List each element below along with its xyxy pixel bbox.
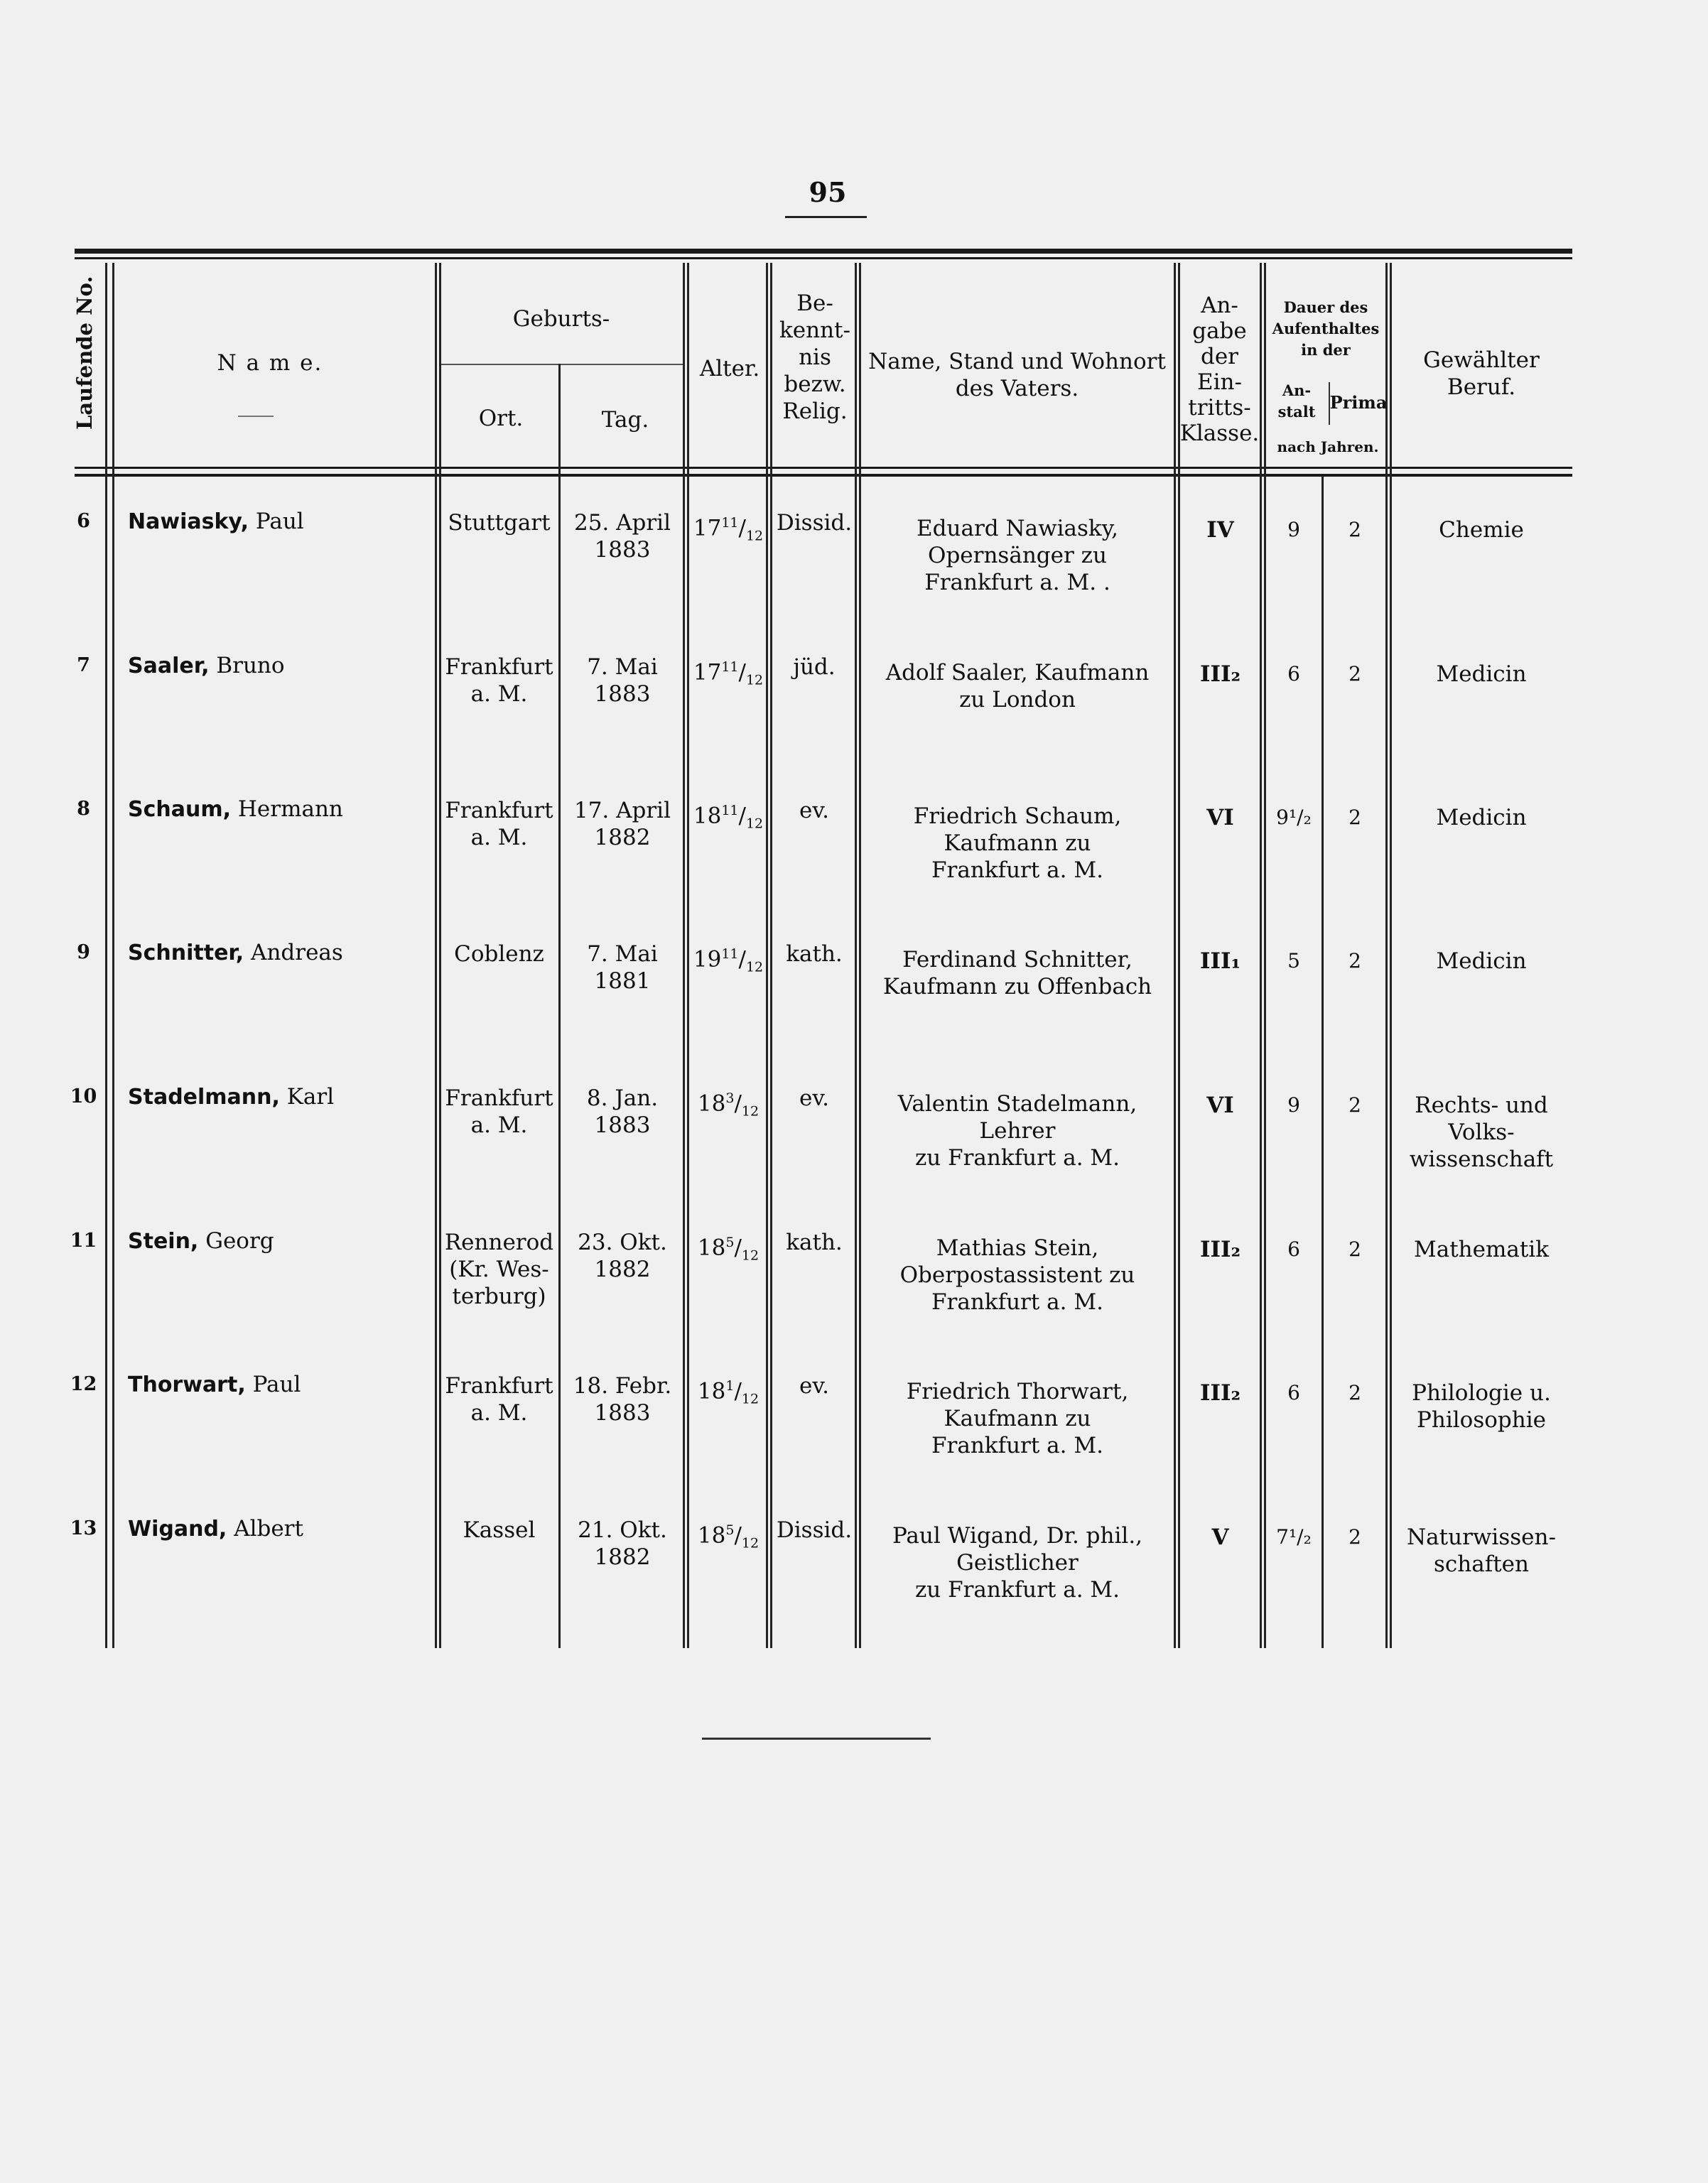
age-years: 18	[697, 1522, 726, 1549]
age-denominator: 12	[745, 528, 764, 544]
age-years: 17	[693, 659, 722, 686]
header-name-dash	[238, 416, 274, 417]
column-rule	[105, 263, 107, 1648]
chosen-profession: Chemie	[1439, 517, 1524, 543]
religion: kath.	[786, 941, 843, 967]
column-rule	[435, 263, 437, 1648]
column-rule	[112, 263, 114, 1648]
father-info: Eduard Nawiasky, Opernsänger zu Frankfurt a. M. .	[917, 516, 1118, 595]
age	[689, 1372, 767, 1413]
age-months: 1	[725, 1378, 735, 1394]
years-at-school: 9¹/₂	[1276, 806, 1312, 829]
father-info: Friedrich Thorwart, Kaufmann zu Frankfurt a. M.	[906, 1379, 1129, 1458]
age-slash: /	[738, 515, 746, 541]
entry-class: III₁	[1199, 948, 1241, 974]
age-denominator: 12	[745, 672, 764, 688]
student-surname: Schaum,	[128, 797, 232, 822]
father-info: Valentin Stadelmann, Lehrer zu Frankfurt a. M.	[897, 1091, 1137, 1171]
age-months: 11	[721, 515, 739, 531]
entry-class: III₂	[1199, 661, 1241, 687]
table-top-rule-thin	[75, 257, 1572, 259]
religion: Dissid.	[776, 510, 853, 536]
age	[689, 1229, 767, 1269]
column-rule	[558, 364, 561, 1648]
father-info: Paul Wigand, Dr. phil., Geistlicher zu Frankfurt a. M.	[892, 1523, 1143, 1603]
student-given-name: Paul	[249, 509, 304, 534]
birth-place: Stuttgart	[448, 510, 551, 536]
entry-class: III₂	[1199, 1237, 1241, 1262]
years-at-school: 9	[1287, 1093, 1300, 1117]
student-given-name: Albert	[227, 1516, 303, 1542]
age	[689, 797, 767, 838]
student-surname: Wigand,	[128, 1517, 227, 1542]
age-months: 11	[721, 659, 739, 675]
age	[689, 1085, 767, 1125]
age-months: 5	[725, 1522, 735, 1538]
header-nach-jahren: nach Jahren.	[1277, 438, 1379, 455]
birth-place: Frankfurt a. M.	[445, 1085, 553, 1138]
entry-class: V	[1211, 1524, 1229, 1550]
birth-place: Frankfurt a. M.	[445, 654, 553, 707]
row-number: 13	[70, 1517, 97, 1539]
years-in-prima: 2	[1348, 518, 1361, 541]
header-name: N a m e.	[217, 350, 323, 376]
page-number: 95	[809, 176, 847, 208]
student-given-name: Bruno	[209, 653, 285, 678]
years-in-prima: 2	[1348, 949, 1361, 973]
chosen-profession: Medicin	[1436, 948, 1527, 974]
row-number: 11	[70, 1230, 97, 1252]
column-rule	[1385, 263, 1388, 1648]
years-in-prima: 2	[1348, 1093, 1361, 1117]
years-in-prima: 2	[1348, 662, 1361, 686]
student-name	[128, 796, 433, 823]
entry-class: IV	[1206, 517, 1234, 543]
chosen-profession: Mathematik	[1413, 1237, 1550, 1262]
student-name	[128, 1083, 433, 1111]
student-name	[128, 939, 433, 967]
header-prima: Prima	[1329, 392, 1388, 413]
religion: jüd.	[793, 654, 836, 680]
student-surname: Nawiasky,	[128, 509, 249, 534]
birth-date: 7. Mai 1883	[587, 654, 658, 707]
birth-date: 25. April 1883	[573, 510, 671, 563]
age-years: 17	[693, 515, 722, 541]
column-rule	[1174, 263, 1176, 1648]
birth-place: Coblenz	[454, 941, 544, 967]
student-surname: Thorwart,	[128, 1372, 246, 1397]
age	[689, 1517, 767, 1557]
chosen-profession: Medicin	[1436, 805, 1527, 830]
birth-place: Rennerod (Kr. Wes- terburg)	[444, 1230, 554, 1309]
years-in-prima: 2	[1348, 1237, 1361, 1261]
birth-date: 21. Okt. 1882	[578, 1517, 667, 1570]
father-info: Ferdinand Schnitter, Kaufmann zu Offenbach	[882, 947, 1152, 1000]
age	[689, 654, 767, 694]
father-info: Mathias Stein, Oberpostassistent zu Frankfurt a. M.	[899, 1235, 1135, 1315]
chosen-profession: Rechts- und Volks- wissenschaft	[1409, 1093, 1554, 1172]
geburts-sub-rule	[439, 364, 684, 365]
chosen-profession: Philologie u. Philosophie	[1412, 1380, 1551, 1433]
header-alter: Alter.	[699, 356, 760, 381]
header-bottom-rule-1	[75, 467, 1572, 469]
years-at-school: 7¹/₂	[1276, 1525, 1312, 1549]
column-rule	[1321, 476, 1324, 1648]
age-denominator: 12	[741, 1247, 760, 1264]
header-dauer: Dauer des Aufenthaltes in der	[1272, 298, 1380, 359]
birth-place: Kassel	[463, 1517, 536, 1543]
age	[689, 509, 767, 550]
age-slash: /	[738, 803, 746, 829]
birth-date: 23. Okt. 1882	[578, 1230, 667, 1282]
header-tag: Tag.	[601, 407, 649, 433]
column-rule	[1390, 263, 1392, 1648]
student-surname: Saaler,	[128, 654, 210, 678]
religion: kath.	[786, 1230, 843, 1255]
age-slash: /	[734, 1235, 742, 1261]
header-vater: Name, Stand und Wohnort des Vaters.	[868, 349, 1166, 401]
student-name	[128, 1228, 433, 1255]
header-geburts: Geburts-	[512, 306, 610, 332]
years-in-prima: 2	[1348, 1381, 1361, 1404]
student-given-name: Georg	[198, 1228, 274, 1254]
chosen-profession: Medicin	[1436, 661, 1527, 687]
student-name	[128, 508, 433, 536]
header-anstalt: An- stalt	[1277, 381, 1316, 421]
age-denominator: 12	[745, 816, 764, 832]
page-number-underline	[785, 216, 867, 218]
age-years: 19	[693, 946, 722, 973]
years-at-school: 9	[1287, 518, 1300, 541]
birth-place: Frankfurt a. M.	[445, 798, 553, 850]
age-years: 18	[697, 1090, 726, 1117]
age-slash: /	[734, 1522, 742, 1549]
row-number: 8	[77, 798, 90, 820]
birth-date: 8. Jan. 1883	[586, 1085, 659, 1138]
years-at-school: 6	[1287, 662, 1300, 686]
student-given-name: Paul	[245, 1372, 301, 1397]
age-years: 18	[697, 1378, 726, 1404]
table-top-rule-thick	[75, 249, 1572, 254]
years-at-school: 5	[1287, 949, 1300, 973]
birth-date: 7. Mai 1881	[587, 941, 658, 994]
student-surname: Schnitter,	[128, 941, 244, 965]
header-bottom-rule-2	[75, 474, 1572, 477]
age-denominator: 12	[741, 1535, 760, 1551]
entry-class: VI	[1206, 1093, 1234, 1118]
row-number: 7	[77, 654, 90, 676]
birth-date: 18. Febr. 1883	[573, 1373, 672, 1426]
religion: ev.	[799, 1373, 830, 1399]
age-months: 3	[725, 1090, 735, 1106]
student-given-name: Andreas	[244, 940, 343, 965]
years-in-prima: 2	[1348, 1525, 1361, 1549]
religion: Dissid.	[776, 1517, 853, 1543]
header-bekenntnis: Be- kennt- nis bezw. Relig.	[779, 291, 850, 424]
age-slash: /	[734, 1378, 742, 1404]
years-in-prima: 2	[1348, 806, 1361, 829]
entry-class: III₂	[1199, 1380, 1241, 1406]
chosen-profession: Naturwissen- schaften	[1407, 1524, 1556, 1577]
age	[689, 941, 767, 981]
years-at-school: 6	[1287, 1381, 1300, 1404]
father-info: Friedrich Schaum, Kaufmann zu Frankfurt a. M.	[913, 803, 1122, 883]
age-years: 18	[693, 803, 722, 829]
religion: ev.	[799, 798, 830, 823]
age-years: 18	[697, 1235, 726, 1261]
row-number: 9	[77, 941, 90, 963]
student-name	[128, 652, 433, 680]
header-eintritts-klasse: An- gabe der Ein- tritts- Klasse.	[1179, 293, 1260, 446]
row-number: 10	[70, 1085, 97, 1107]
religion: ev.	[799, 1085, 830, 1111]
bottom-divider	[702, 1738, 931, 1740]
age-months: 11	[721, 803, 739, 818]
row-number: 6	[77, 510, 90, 532]
student-given-name: Karl	[279, 1084, 335, 1110]
age-months: 5	[725, 1235, 735, 1250]
student-surname: Stadelmann,	[128, 1085, 280, 1110]
age-slash: /	[734, 1090, 742, 1117]
header-laufende-no: Laufende No.	[72, 276, 97, 430]
years-at-school: 6	[1287, 1237, 1300, 1261]
birth-place: Frankfurt a. M.	[445, 1373, 553, 1426]
header-ort: Ort.	[478, 406, 524, 431]
birth-date: 17. April 1882	[573, 798, 671, 850]
age-slash: /	[738, 659, 746, 686]
father-info: Adolf Saaler, Kaufmann zu London	[885, 660, 1150, 713]
age-denominator: 12	[745, 959, 764, 975]
age-denominator: 12	[741, 1391, 760, 1407]
student-name	[128, 1515, 433, 1543]
row-number: 12	[70, 1373, 97, 1395]
student-name	[128, 1371, 433, 1399]
header-beruf: Gewählter Beruf.	[1423, 347, 1540, 400]
student-given-name: Hermann	[231, 796, 343, 822]
student-surname: Stein,	[128, 1229, 199, 1254]
age-months: 11	[721, 946, 739, 962]
entry-class: VI	[1206, 805, 1234, 830]
age-slash: /	[738, 946, 746, 973]
age-denominator: 12	[741, 1103, 760, 1120]
